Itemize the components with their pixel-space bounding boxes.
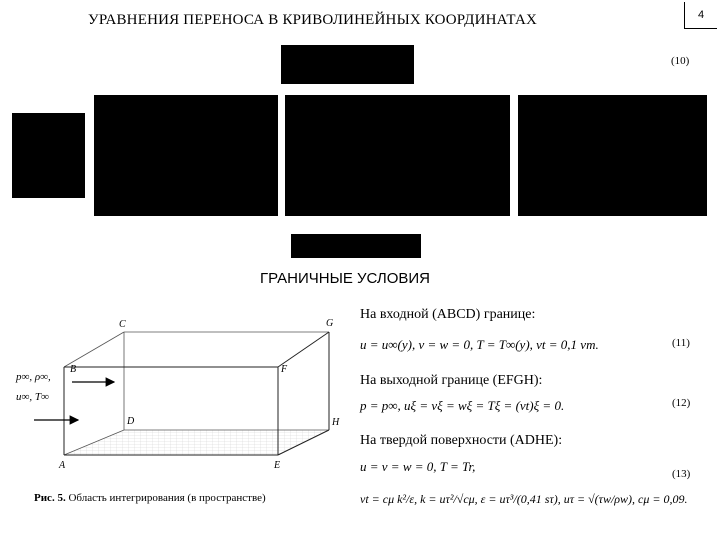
inflow-params-line-2: u∞, T∞ bbox=[16, 391, 49, 403]
vertex-label-f: F bbox=[281, 364, 288, 375]
vertex-label-c: C bbox=[119, 319, 126, 330]
vertex-label-g: G bbox=[326, 318, 334, 329]
figure-caption-text: Область интегрирования (в пространстве) bbox=[68, 492, 266, 504]
page-number: 4 bbox=[684, 2, 717, 29]
wall-boundary-label: На твердой поверхности (ADHE): bbox=[360, 433, 563, 448]
formula-block-redacted bbox=[94, 95, 278, 216]
formula-block-redacted bbox=[281, 45, 414, 84]
outlet-formula: p = p∞, uξ = vξ = wξ = Tξ = (νt)ξ = 0. bbox=[360, 398, 565, 413]
vertex-label-a: A bbox=[59, 460, 66, 471]
inflow-params-line-1: p∞, ρ∞, bbox=[16, 371, 51, 383]
vertex-label-e: E bbox=[274, 460, 281, 471]
equation-number-11: (11) bbox=[672, 337, 690, 349]
vertex-label-d: D bbox=[127, 416, 135, 427]
formula-block-redacted bbox=[12, 113, 85, 198]
figure-caption-number: Рис. 5. bbox=[34, 492, 66, 504]
vertex-label-b: B bbox=[70, 364, 77, 375]
page-title: УРАВНЕНИЯ ПЕРЕНОСА В КРИВОЛИНЕЙНЫХ КООРДИНАТАХ bbox=[88, 12, 538, 28]
equation-number-12: (12) bbox=[672, 397, 691, 409]
formula-block-redacted bbox=[518, 95, 707, 216]
inlet-formula: u = u∞(y), v = w = 0, T = T∞(y), νt = 0,1 νm. bbox=[360, 337, 599, 352]
equation-number-13: (13) bbox=[672, 468, 691, 480]
equation-number-10: (10) bbox=[671, 55, 690, 67]
outlet-boundary-label: На выходной границе (EFGH): bbox=[360, 373, 543, 388]
inlet-boundary-label: На входной (ABCD) границе: bbox=[360, 307, 536, 322]
integration-domain-figure bbox=[14, 312, 344, 472]
formula-block-redacted bbox=[291, 234, 421, 258]
figure-caption bbox=[34, 492, 266, 504]
wall-surface-mesh bbox=[64, 430, 329, 455]
formula-block-redacted bbox=[285, 95, 510, 216]
section-title: ГРАНИЧНЫЕ УСЛОВИЯ bbox=[260, 270, 431, 287]
wall-formula-line-1: u = v = w = 0, T = Tr, bbox=[360, 459, 476, 474]
wall-formula-line-2: νt = cμ k²/ε, k = uτ²/√cμ, ε = uτ³/(0,41 sτ), uτ = √(τw/ρw), cμ = 0,09. bbox=[360, 492, 688, 506]
vertex-label-h: H bbox=[332, 417, 340, 428]
